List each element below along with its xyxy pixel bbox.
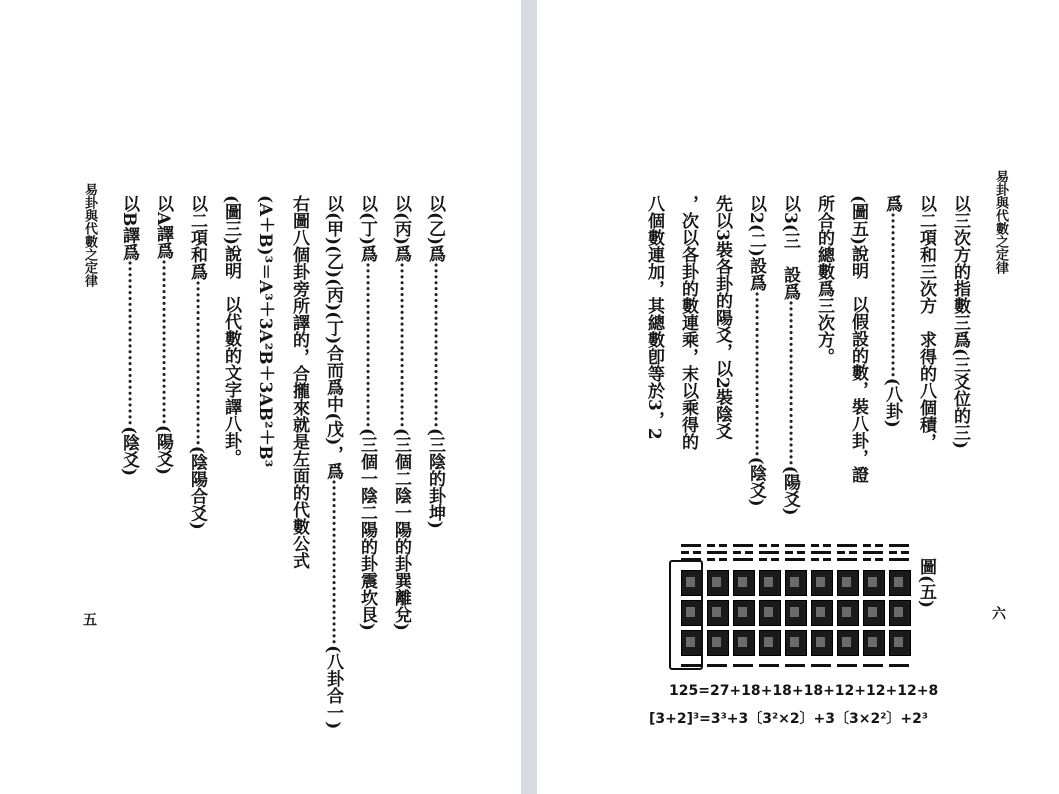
leader-dots: ···························· [746, 290, 766, 457]
yin-line [745, 551, 753, 554]
page-gutter [521, 0, 537, 794]
yin-line [849, 551, 857, 554]
formula-sum: 125=27+18+18+18+12+12+12+8 [669, 683, 939, 699]
text-column [813, 195, 835, 365]
column-text: 以(丙)爲 [391, 195, 411, 263]
yin-line [707, 558, 715, 561]
yin-line [811, 558, 819, 561]
column-annotation: (三個一陰二陽的卦震坎艮) [357, 427, 377, 631]
text-column [220, 195, 242, 466]
text-column [390, 195, 412, 631]
base-line [837, 664, 857, 667]
column-text: 以三次方的指數三爲(三爻位的三) [950, 195, 970, 450]
yin-line [797, 551, 805, 554]
yang-line [837, 558, 857, 561]
yin-line [771, 544, 779, 547]
column-annotation: (三個二陰一陽的卦巽離兌) [391, 427, 411, 631]
number-cell [707, 600, 729, 626]
number-cell [837, 600, 859, 626]
yang-line [863, 551, 883, 554]
base-line [863, 664, 883, 667]
number-cell [889, 570, 911, 596]
column-text: 以2(二)設爲 [746, 195, 766, 291]
number-cell [759, 630, 781, 656]
number-cell [759, 600, 781, 626]
number-cell [863, 570, 885, 596]
column-text: 以3(三 設爲 [780, 195, 800, 300]
yang-line [785, 544, 805, 547]
yin-line [719, 544, 727, 547]
running-title: 易卦與代數之定律 [993, 170, 1008, 274]
formula-binomial: [3+2]³=3³+3〔3²×2〕+3〔3×2²〕+2³ [649, 711, 928, 727]
number-cell [811, 570, 833, 596]
number-cell [785, 570, 807, 596]
yin-line [681, 551, 689, 554]
number-cell [863, 630, 885, 656]
number-cell [707, 630, 729, 656]
text-column [152, 195, 174, 475]
number-cell [811, 600, 833, 626]
column-annotation: (三陰的卦坤) [425, 427, 445, 529]
text-column [288, 195, 310, 569]
text-column [779, 195, 801, 516]
column-text: 爲 [882, 195, 902, 212]
leader-dots: ···························· [882, 212, 902, 378]
column-annotation: (八卦) [882, 377, 902, 428]
page-number: 六 [990, 606, 1006, 620]
column-text: 先以3裝各卦的陽爻，以2裝陰爻 [712, 195, 732, 440]
number-cell [863, 600, 885, 626]
highlight-frame [669, 560, 703, 670]
yin-line [875, 544, 883, 547]
yin-line [733, 551, 741, 554]
leader-dots: ···························· [357, 262, 377, 428]
yang-line [889, 558, 909, 561]
number-cell [785, 600, 807, 626]
text-column [881, 195, 903, 428]
yin-line [823, 544, 831, 547]
number-cell [837, 570, 859, 596]
column-text: ，次以各卦的數連乘，末以乘得的 [678, 195, 698, 450]
left-page [0, 0, 521, 794]
leader-dots: ···························· [119, 260, 139, 427]
yang-line [889, 544, 909, 547]
leader-dots: ···························· [425, 262, 445, 428]
text-column [356, 195, 378, 631]
text-column [711, 195, 733, 440]
column-text: 以A譯爲 [153, 195, 173, 260]
column-text: 八個數連加，其總數卽等於3，2 [644, 195, 664, 440]
yin-line [719, 558, 727, 561]
yang-line [733, 558, 753, 561]
column-text: (圖三)說明 以代數的文字譯八卦。 [221, 195, 241, 467]
yang-line [707, 551, 727, 554]
text-column [745, 195, 767, 507]
yin-line [863, 558, 871, 561]
figure-label: 圖(五) [916, 558, 936, 609]
column-text: 右圖八個卦旁所譯的，合攏來就是左面的代數公式 [289, 195, 309, 569]
text-column [949, 195, 971, 449]
number-cell [889, 630, 911, 656]
base-line [889, 664, 909, 667]
text-column [186, 195, 208, 530]
text-column [915, 195, 937, 450]
yin-line [771, 558, 779, 561]
leader-dots: ···························· [187, 280, 207, 446]
right-page [537, 0, 1059, 794]
number-cell [733, 600, 755, 626]
column-text: 以(丁)爲 [357, 195, 377, 263]
text-column [643, 195, 665, 440]
column-text: 所合的總數爲三次方。 [814, 195, 834, 365]
column-annotation: (陰陽合爻) [187, 445, 207, 530]
number-cell [707, 570, 729, 596]
yang-line [837, 544, 857, 547]
text-column [424, 195, 446, 529]
leader-dots: ···························· [780, 299, 800, 466]
text-column [254, 195, 276, 467]
figure-five [649, 540, 949, 730]
base-line [707, 664, 727, 667]
yin-line [837, 551, 845, 554]
yang-line [785, 558, 805, 561]
yang-line [759, 551, 779, 554]
text-column [118, 195, 140, 476]
yin-line [863, 544, 871, 547]
yin-line [875, 558, 883, 561]
yang-line [811, 551, 831, 554]
base-line [811, 664, 831, 667]
yin-line [823, 558, 831, 561]
text-column [677, 195, 699, 450]
column-annotation: (陰爻) [119, 426, 139, 477]
column-text: 以二項和爲 [187, 195, 207, 280]
column-text: 以(甲)(乙)(丙)(丁)合而爲中(戊)，爲 [323, 195, 343, 480]
base-line [733, 664, 753, 667]
yang-line [733, 544, 753, 547]
number-cell [811, 630, 833, 656]
yin-line [785, 551, 793, 554]
column-text: 以(乙)爲 [425, 195, 445, 263]
text-column [322, 195, 344, 729]
column-annotation: (陽爻) [153, 424, 173, 476]
number-cell [733, 570, 755, 596]
yin-line [707, 544, 715, 547]
page-number: 五 [81, 612, 97, 626]
column-text: 以二項和三次方 求得的八個積， [916, 195, 936, 450]
yin-line [759, 558, 767, 561]
column-annotation: (八卦合一) [323, 645, 343, 730]
yin-line [889, 551, 897, 554]
number-cell [837, 630, 859, 656]
leader-dots: ···························· [153, 259, 173, 425]
running-title: 易卦與代數之定律 [82, 183, 97, 287]
column-annotation: (陰爻) [746, 456, 766, 507]
number-cell [733, 630, 755, 656]
column-text: 以B譯爲 [119, 195, 139, 261]
yang-line [681, 544, 701, 547]
text-column [847, 195, 869, 483]
number-cell [785, 630, 807, 656]
yin-line [759, 544, 767, 547]
column-text: (圖五)說明 以假設的數，裝八卦，證 [848, 195, 868, 484]
leader-dots: ···························· [323, 479, 343, 646]
leader-dots: ···························· [391, 262, 411, 428]
number-cell [759, 570, 781, 596]
column-annotation: (陽爻) [780, 465, 800, 516]
base-line [759, 664, 779, 667]
yin-line [693, 551, 701, 554]
column-text: (A＋B)³＝A³＋3A²B＋3AB²＋B³ [255, 195, 275, 468]
number-cell [889, 600, 911, 626]
base-line [785, 664, 805, 667]
yin-line [811, 544, 819, 547]
yin-line [901, 551, 909, 554]
